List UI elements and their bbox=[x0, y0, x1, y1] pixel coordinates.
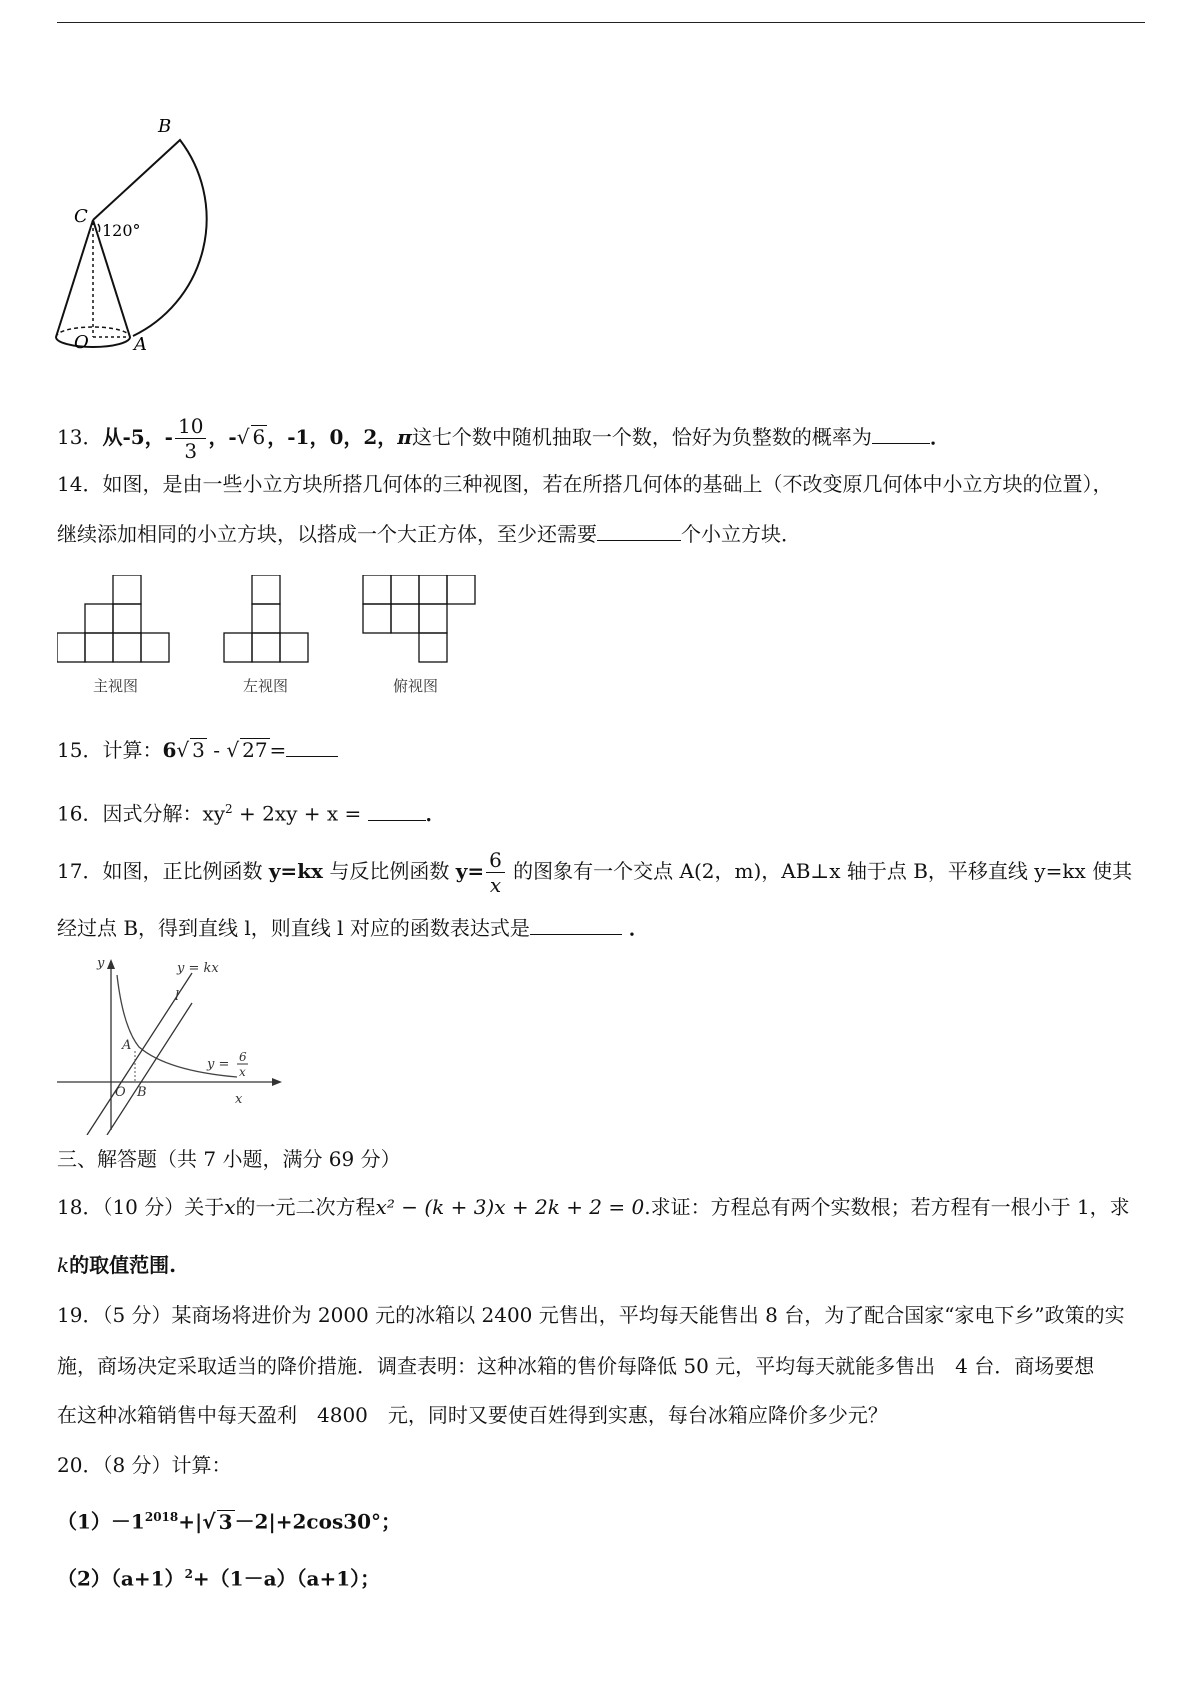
label-b: B bbox=[158, 116, 172, 137]
question-17-line-2: 经过点 B，得到直线 l，则直线 l 对应的函数表达式是 ． bbox=[57, 916, 649, 940]
header-rule bbox=[57, 22, 1145, 23]
question-14-line-2: 继续添加相同的小立方块，以搭成一个大正方体，至少还需要 个小立方块． bbox=[57, 522, 801, 546]
left-view-grid bbox=[224, 575, 308, 662]
cone-sector-figure bbox=[50, 112, 240, 382]
question-17-line-1: 17．如图，正比例函数 y=kx 与反比例函数 y= $\frac{6}{x}$ 的图象有一个交点 A(2，m)，AB⊥x 轴于点 B，平移直线 y=kx 使其 bbox=[57, 848, 1133, 897]
question-18-line-2: k的取值范围. bbox=[57, 1253, 177, 1277]
function-graph-figure bbox=[57, 955, 287, 1135]
fraction-10-3: $\frac{10}{3}$ bbox=[175, 414, 206, 463]
question-19-line-1: 19．（5 分）某商场将进价为 2000 元的冰箱以 2400 元售出，平均每天能售出 8 台，为了配合国家“家电下乡”政策的实 bbox=[57, 1303, 1125, 1327]
label-c: C bbox=[74, 206, 88, 227]
question-15: 15．计算：6√ 3 - √ 27 = bbox=[57, 736, 338, 764]
answer-blank-15[interactable] bbox=[286, 736, 338, 757]
question-14-line-1: 14．如图，是由一些小立方块所搭几何体的三种视图，若在所搭几何体的基础上（不改变原几何体中小立方块的位置）， bbox=[57, 472, 1113, 496]
graph-x-label: x bbox=[235, 1092, 243, 1107]
answer-blank-13[interactable] bbox=[872, 423, 930, 444]
caption-left-view: 左视图 bbox=[243, 677, 289, 695]
section-3-title: 三、解答题（共 7 小题，满分 69 分） bbox=[57, 1147, 401, 1171]
label-o: O bbox=[74, 332, 89, 353]
graph-inverse-num: 6 bbox=[239, 1050, 247, 1064]
label-a: A bbox=[134, 334, 147, 355]
question-19-line-3: 在这种冰箱销售中每天盈利 4800 元，同时又要使百姓得到实惠，每台冰箱应降价多少元？ bbox=[57, 1403, 888, 1427]
question-19-line-2: 施，商场决定采取适当的降价措施．调查表明：这种冰箱的售价每降低 50 元，平均每天就能多售出 4 台．商场要想 bbox=[57, 1354, 1095, 1378]
answer-blank-16[interactable] bbox=[368, 800, 426, 821]
graph-b-label: B bbox=[137, 1085, 147, 1100]
question-18-line-1: 18．（10 分）关于x的一元二次方程x² − (k + 3)x + 2k + 2 = 0.求证：方程总有两个实数根；若方程有一根小于 1，求 bbox=[57, 1195, 1130, 1219]
question-16: 16．因式分解：$xy^2 + 2xy + x$ = ． bbox=[57, 801, 446, 826]
graph-l-label: l bbox=[175, 989, 180, 1004]
graph-a-label: A bbox=[122, 1038, 132, 1053]
graph-o-label: O bbox=[115, 1085, 126, 1100]
top-view-grid bbox=[363, 575, 475, 662]
graph-y-label: y bbox=[97, 956, 105, 971]
answer-blank-17[interactable] bbox=[530, 914, 622, 935]
question-13: 13．从-5，- $\frac{10}{3}$ ，-√ 6 ，-1，0，2，π这七个数中随机抽取一个数，恰好为负整数的概率为 ． bbox=[57, 414, 950, 463]
question-20-part-2: $(2)(a+1)^2+(1-a)(a+1)$； bbox=[57, 1566, 381, 1591]
caption-top-view: 俯视图 bbox=[393, 677, 439, 695]
front-view-grid bbox=[57, 575, 169, 662]
fraction-6-x: $\frac{6}{x}$ bbox=[486, 848, 505, 897]
graph-kx-label: y = kx bbox=[177, 961, 219, 976]
caption-front-view: 主视图 bbox=[93, 677, 139, 695]
graph-inverse-prefix: y = bbox=[207, 1057, 230, 1072]
graph-inverse-den: x bbox=[239, 1065, 246, 1079]
answer-blank-14[interactable] bbox=[597, 520, 681, 541]
question-20-head: 20．（8 分）计算： bbox=[57, 1453, 232, 1477]
question-20-part-1: $(1)-1^{2018}+|√$ 3 －2|+2cos30°； bbox=[57, 1509, 402, 1534]
label-angle: 120° bbox=[102, 221, 141, 240]
three-views-figure bbox=[57, 575, 527, 700]
